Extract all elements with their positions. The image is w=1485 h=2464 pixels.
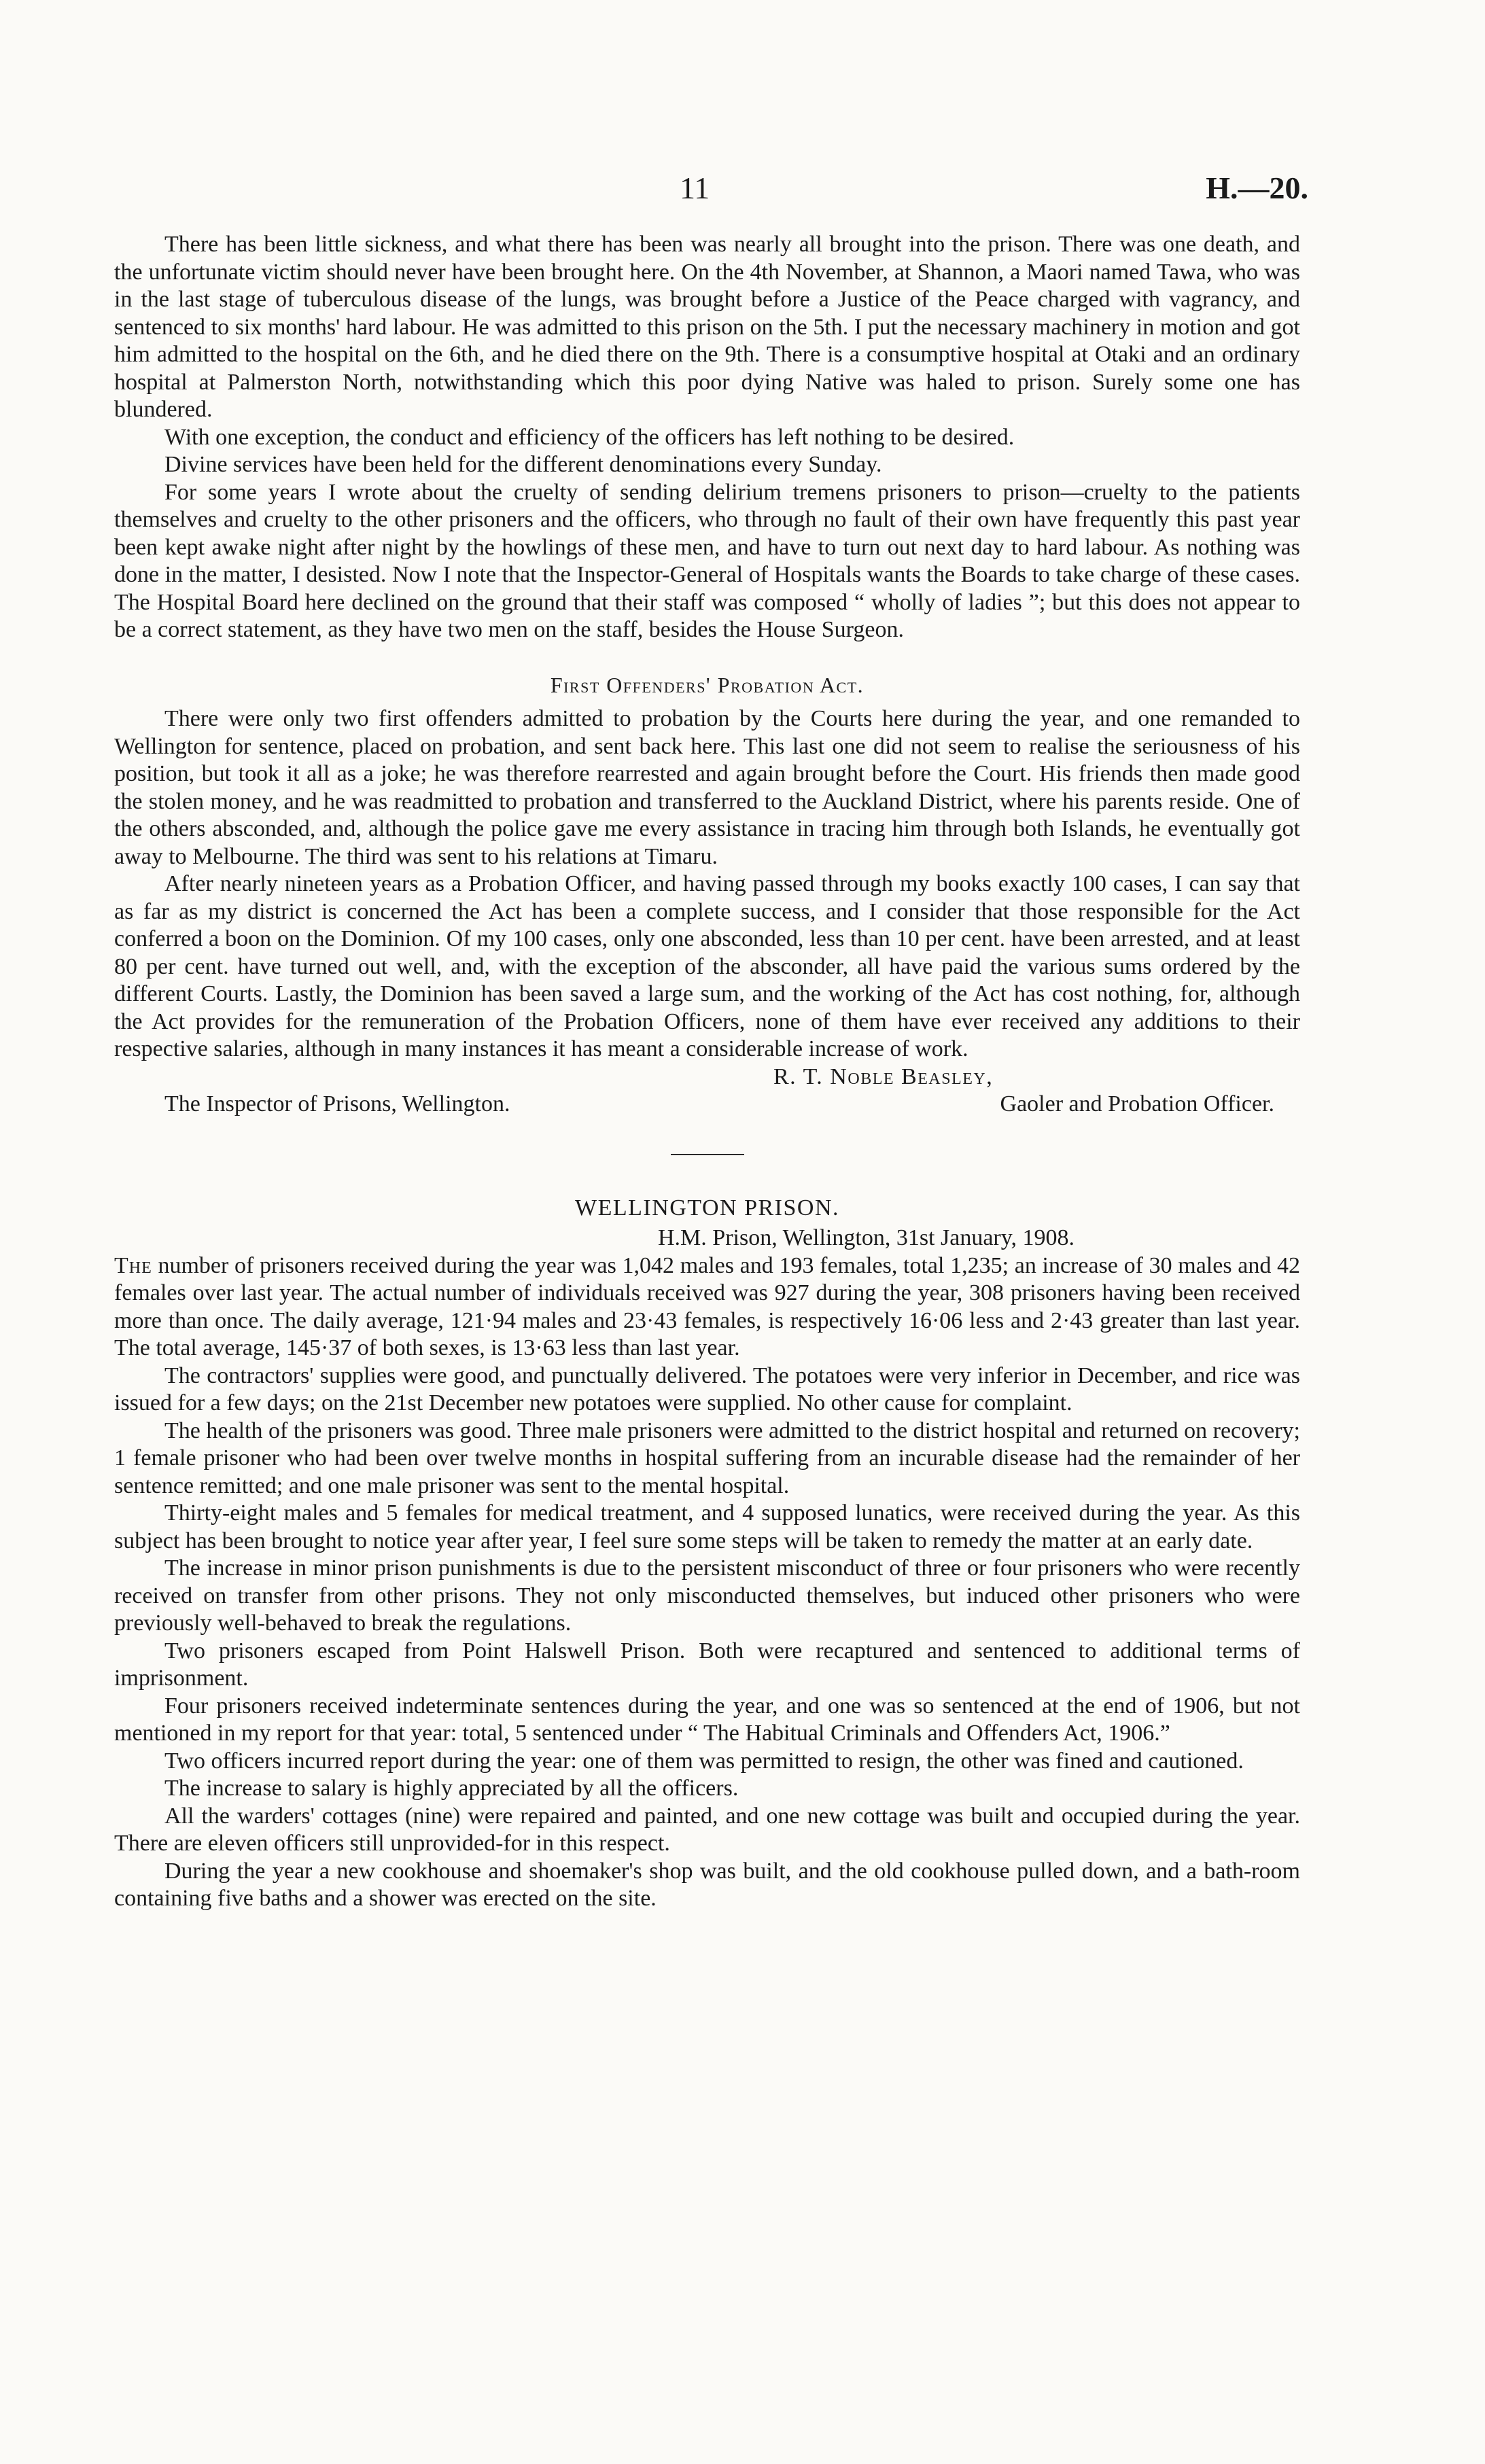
paragraph-text: number of prisoners received during the year was 1,042 males and 193 females, total 1,235; an increase of 30 males and 42 females over last year. The actual number of individuals received was 927 during the year, 308 prisoners having been received more than once. The daily average, 121·94 males and 23·43 females, is respectively 16·06 less and 2·43 greater than last year. The total average, 145·37 of both sexes, is 13·63 less than last year. <box>114 1252 1300 1360</box>
paragraph: During the year a new cookhouse and shoemaker's shop was built, and the old cookhouse pulled down, and a bath-room containing five baths and a shower was erected on the site. <box>114 1858 1300 1911</box>
paragraph: Four prisoners received indeterminate sentences during the year, and one was so sentenced at the end of 1906, but not mentioned in my report for that year: total, 5 sentenced under “ The Habitual Criminals and Offenders Act, 1906.” <box>114 1693 1300 1746</box>
page-header <box>0 170 1485 211</box>
paragraph: After nearly nineteen years as a Probation Officer, and having passed through my books exactly 100 cases, I can say that as far as my district is concerned the Act has been a complete success, and I consider that those responsible for the Act conferred a boon on the Dominion. Of my 100 cases, only one absconded, less than 10 per cent. have been arrested, and at least 80 per cent. have turned out well, and, with the exception of the absconder, all have paid the various sums ordered by the different Courts. Lastly, the Dominion has been saved a large sum, and the working of the Act has cost nothing, for, although the Act provides for the remuneration of the Probation Officers, none of them have ever received any additions to their respective salaries, although in many instances it has meant a considerable increase of work. <box>114 871 1300 1061</box>
gaol-report-section <box>114 231 1300 644</box>
paragraph <box>114 1252 1300 1362</box>
page-body <box>114 231 1300 1913</box>
paragraph: Thirty-eight males and 5 females for medical treatment, and 4 supposed lunatics, were received during the year. As this subject has been brought to notice year after year, I feel sure some steps will be taken to remedy the matter at an early date. <box>114 1500 1300 1553</box>
paragraph: There were only two first offenders admitted to probation by the Courts here during the year, and one remanded to Wellington for sentence, placed on probation, and sent back here. This last one did not seem to realise the seriousness of his position, but took it all as a joke; he was therefore rearrested and again brought before the Court. His friends then made good the stolen money, and he was readmitted to probation and transferred to the Auckland District, where his parents reside. One of the others absconded, and, although the police gave me every assistance in tracing him through both Islands, he eventually got away to Melbourne. The third was sent to his relations at Timaru. <box>114 706 1300 869</box>
probation-act-section <box>114 671 1300 1119</box>
paragraph: Two officers incurred report during the year: one of them was permitted to resign, the other was fined and cautioned. <box>164 1748 1244 1774</box>
paragraph: There has been little sickness, and what there has been was nearly all brought into the prison. There was one death, and the unfortunate victim should never have been brought here. On the 4th November, at Shannon, a Maori named Tawa, who was in the last stage of tuberculous disease of the lungs, was brought before a Justice of the Peace charged with vagrancy, and sentenced to six months' hard labour. He was admitted to this prison on the 5th. I put the necessary machinery in motion and got him admitted to the hospital on the 6th, and he died there on the 9th. There is a consumptive hospital at Otaki and an ordinary hospital at Palmerston North, notwithstanding which this poor dying Native was haled to prison. Surely some one has blundered. <box>114 232 1300 422</box>
addressee: The Inspector of Prisons, Wellington. <box>164 1091 510 1116</box>
paragraph: Two prisoners escaped from Point Halswell Prison. Both were recaptured and sentenced to additional terms of imprisonment. <box>114 1638 1300 1691</box>
section-divider <box>671 1154 744 1155</box>
lead-word: The <box>114 1252 152 1278</box>
paragraph: With one exception, the conduct and efficiency of the officers has left nothing to be desired. <box>164 424 1015 450</box>
paragraph: The increase in minor prison punishments is due to the persistent misconduct of three or four prisoners who were recently received on transfer from other prisons. They not only misconducted themselves, but induced other prisoners who were previously well-behaved to break the regulations. <box>114 1555 1300 1636</box>
dateline: H.M. Prison, Wellington, 31st January, 1908. <box>658 1225 1075 1250</box>
paragraph: The contractors' supplies were good, and punctually delivered. The potatoes were very inferior in December, and rice was issued for a few days; on the 21st December new potatoes were supplied. No other cause for complaint. <box>114 1362 1300 1415</box>
signature-title: Gaoler and Probation Officer. <box>1000 1091 1274 1116</box>
paragraph: For some years I wrote about the cruelty of sending delirium tremens prisoners to prison—cruelty to the patients themselves and cruelty to the other prisoners and the officers, who through no fault of their own have frequently this past year been kept awake night after night by the howlings of these men, and have to turn out next day to hard labour. As nothing was done in the matter, I desisted. Now I note that the Inspector-General of Hospitals wants the Boards to take charge of these cases. The Hospital Board here declined on the ground that their staff was composed “ wholly of ladies ”; but this does not appear to be a correct statement, as they have two men on the staff, besides the House Surgeon. <box>114 479 1300 642</box>
wellington-prison-section <box>114 1195 1300 1913</box>
page-number: 11 <box>680 171 710 205</box>
section-heading: First Offenders' Probation Act. <box>550 672 864 697</box>
paragraph: The increase to salary is highly appreciated by all the officers. <box>164 1776 739 1801</box>
paragraph: The health of the prisoners was good. Three male prisoners were admitted to the district hospital and returned on recovery; 1 female prisoner who had been over twelve months in hospital suffering from an incurable disease had the remainder of her sentence remitted; and one male prisoner was sent to the mental hospital. <box>114 1418 1300 1498</box>
paragraph: Divine services have been held for the different denominations every Sunday. <box>164 452 882 477</box>
section-title: WELLINGTON PRISON. <box>574 1195 839 1220</box>
signature-block <box>114 1091 1300 1119</box>
paragraph: All the warders' cottages (nine) were repaired and painted, and one new cottage was built and occupied during the year. There are eleven officers still unprovided-for in this respect. <box>114 1803 1300 1856</box>
signature-name: R. T. Noble Beasley, <box>773 1063 994 1089</box>
document-reference: H.—20. <box>1206 171 1308 205</box>
